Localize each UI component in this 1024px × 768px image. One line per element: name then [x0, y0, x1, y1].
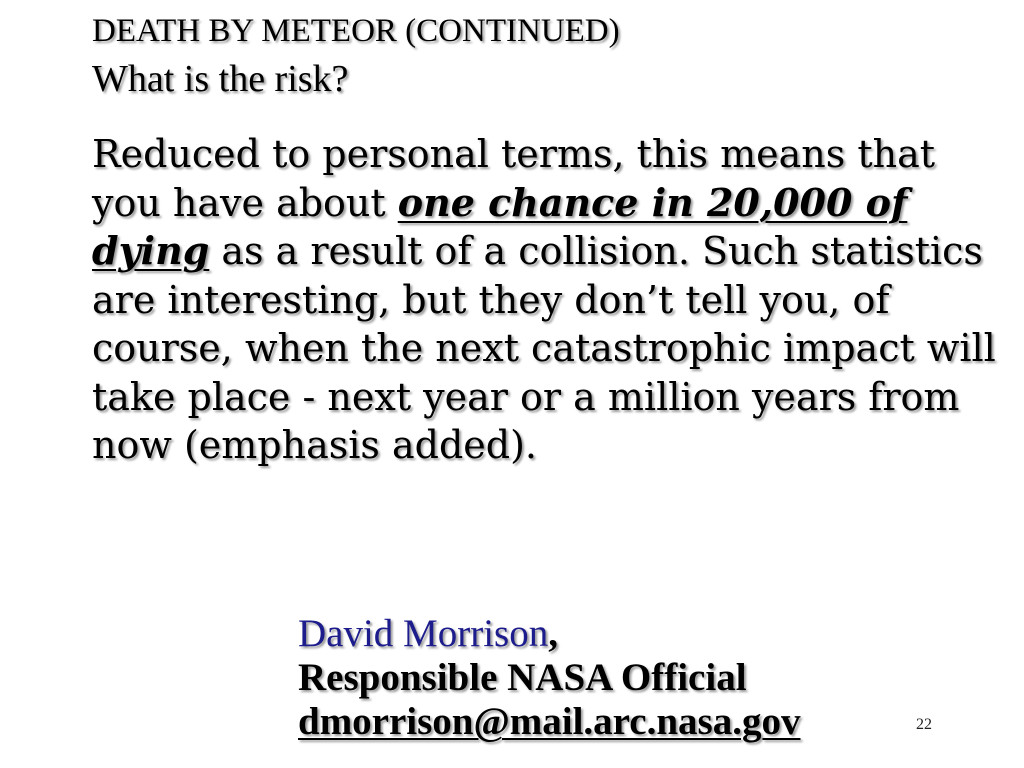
body-paragraph: [92, 130, 997, 470]
attribution-block: [298, 612, 800, 744]
author-title: Responsible NASA Official: [298, 656, 747, 699]
slide-subheading: What is the risk?: [92, 58, 349, 100]
author-name: David Morrison: [298, 612, 549, 655]
author-email-link[interactable]: dmorrison@mail.arc.nasa.gov: [298, 700, 801, 743]
body-text-part2: as a result of a collision. Such statistics are interesting, but they don’t tell you, of course, when the next catastrophic impact will take place - next year or a million years from now (emphasis added).: [92, 229, 996, 467]
author-line: [298, 612, 800, 656]
slide-number: 22: [916, 716, 932, 733]
body-text-part1: Reduced to personal terms, this means that you have about: [92, 132, 936, 225]
body-emphasis: one chance in 20,000 of dying: [92, 179, 908, 273]
slide-heading: DEATH BY METEOR (CONTINUED): [92, 13, 620, 49]
author-comma: ,: [548, 612, 558, 655]
